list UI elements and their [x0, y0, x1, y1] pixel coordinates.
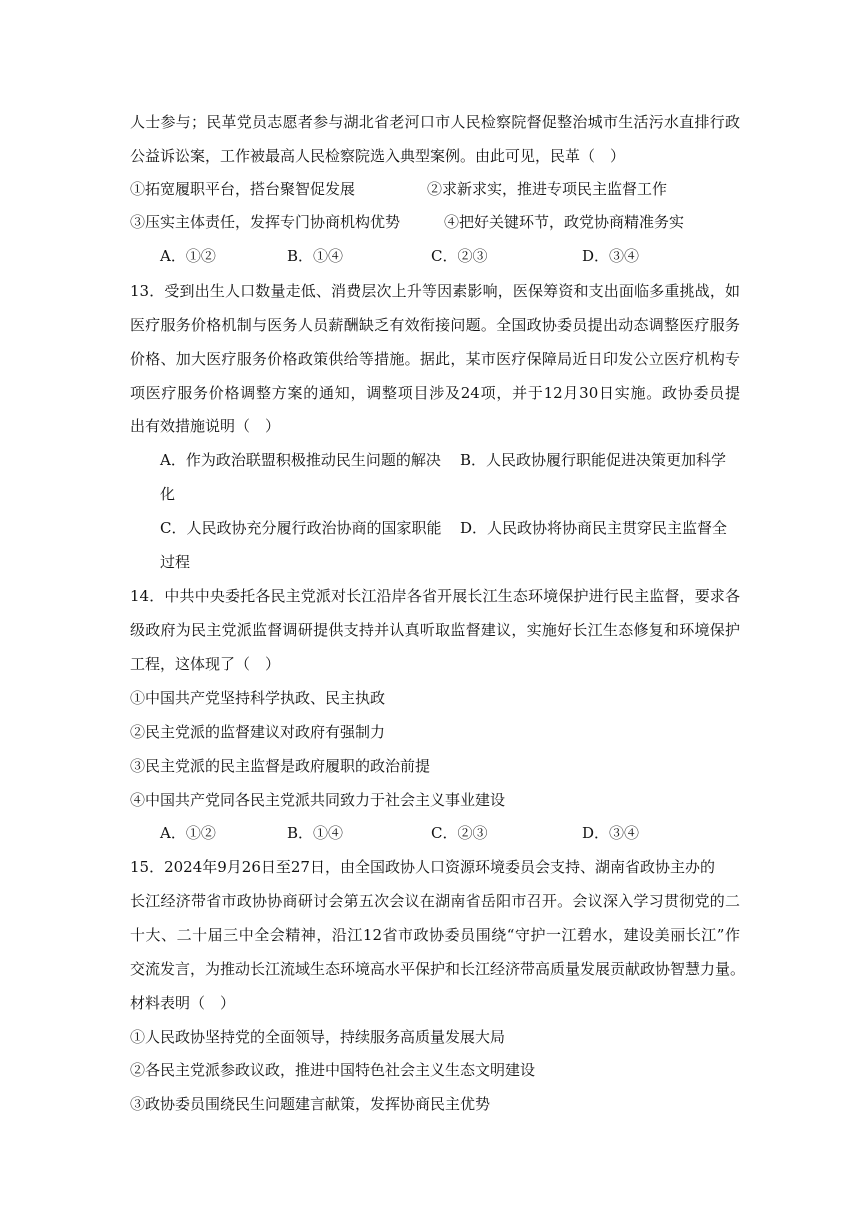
q15-statement-2: ②各民主党派参政议政，推进中国特色社会主义生态文明建设 [130, 1061, 536, 1079]
q14-statement-1: ①中国共产党坚持科学执政、民主执政 [130, 689, 386, 707]
q14-option-c[interactable]: C．②③ [431, 824, 488, 842]
q12-statement-1: ①拓宽履职平台，搭台聚智促发展 [130, 180, 356, 198]
q14-stem-line-2: 级政府为民主党派监督调研提供支持并认真听取监督建议，实施好长江生态修复和环境保护 [130, 621, 740, 639]
q14-option-a[interactable]: A．①② [160, 824, 216, 842]
q14-statement-3: ③民主党派的民主监督是政府履职的政治前提 [130, 757, 431, 775]
q12-statement-2: ②求新求实，推进专项民主监督工作 [427, 180, 668, 198]
q13-stem-line-5: 出有效措施说明（ ） [130, 417, 281, 435]
q12-option-c[interactable]: C．②③ [431, 247, 488, 265]
q14-statement-4: ④中国共产党同各民主党派共同致力于社会主义事业建设 [130, 791, 506, 809]
q12-stem-line-2: 公益诉讼案，工作被最高人民检察院选入典型案例。由此可见，民革（ ） [130, 147, 626, 165]
q15-stem-line-4: 交流发言，为推动长江流域生态环境高水平保护和长江经济带高质量发展贡献政协智慧力量。 [130, 960, 746, 978]
q12-option-d[interactable]: D．③④ [582, 247, 640, 265]
q15-statement-3: ③政协委员围绕民生问题建言献策，发挥协商民主优势 [130, 1095, 491, 1113]
q13-stem-line-3: 价格、加大医疗服务价格政策供给等措施。据此，某市医疗保障局近日印发公立医疗机构专 [130, 350, 740, 368]
q13-option-d-continued: 过程 [160, 553, 191, 571]
q14-statement-2: ②民主党派的监督建议对政府有强制力 [130, 723, 386, 741]
q13-option-c[interactable]: C．人民政协充分履行政治协商的国家职能 [160, 519, 442, 537]
q15-stem-line-5: 材料表明（ ） [130, 994, 236, 1012]
q12-stem-line-1: 人士参与；民革党员志愿者参与湖北省老河口市人民检察院督促整治城市生活污水直排行政 [130, 113, 740, 131]
q13-option-b[interactable]: B．人民政协履行职能促进决策更加科学 [460, 451, 727, 469]
q12-statement-3: ③压实主体责任，发挥专门协商机构优势 [130, 213, 401, 231]
q13-option-a[interactable]: A．作为政治联盟积极推动民生问题的解决 [160, 451, 441, 469]
q14-option-b[interactable]: B．①④ [287, 824, 344, 842]
q13-option-d[interactable]: D．人民政协将协商民主贯穿民主监督全 [460, 519, 728, 537]
q13-stem-line-1: 13．受到出生人口数量走低、消费层次上升等因素影响，医保筹资和支出面临多重挑战，如 [130, 282, 740, 300]
q12-option-a[interactable]: A．①② [160, 247, 216, 265]
q15-stem-line-2: 长江经济带省市政协协商研讨会第五次会议在湖南省岳阳市召开。会议深入学习贯彻党的二 [130, 892, 740, 910]
q13-stem-line-2: 医疗服务价格机制与医务人员薪酬缺乏有效衔接问题。全国政协委员提出动态调整医疗服务 [130, 316, 740, 334]
q15-statement-1: ①人民政协坚持党的全面领导，持续服务高质量发展大局 [130, 1028, 506, 1046]
q15-stem-line-3: 十大、二十届三中全会精神，沿江12省市政协委员围绕“守护一江碧水，建设美丽长江”作 [130, 926, 740, 944]
q12-option-b[interactable]: B．①④ [287, 247, 344, 265]
q13-option-b-continued: 化 [160, 485, 176, 503]
q14-stem-line-1: 14．中共中央委托各民主党派对长江沿岸各省开展长江生态环境保护进行民主监督，要求各 [130, 587, 740, 605]
q13-stem-line-4: 项医疗服务价格调整方案的通知，调整项目涉及24项，并于12月30日实施。政协委员提 [130, 384, 740, 402]
q14-stem-line-3: 工程，这体现了（ ） [130, 655, 281, 673]
q14-option-d[interactable]: D．③④ [582, 824, 640, 842]
q15-stem-line-1: 15．2024年9月26日至27日，由全国政协人口资源环境委员会支持、湖南省政协主办的 [130, 858, 715, 876]
q12-statement-4: ④把好关键环节，政党协商精准务实 [444, 213, 685, 231]
